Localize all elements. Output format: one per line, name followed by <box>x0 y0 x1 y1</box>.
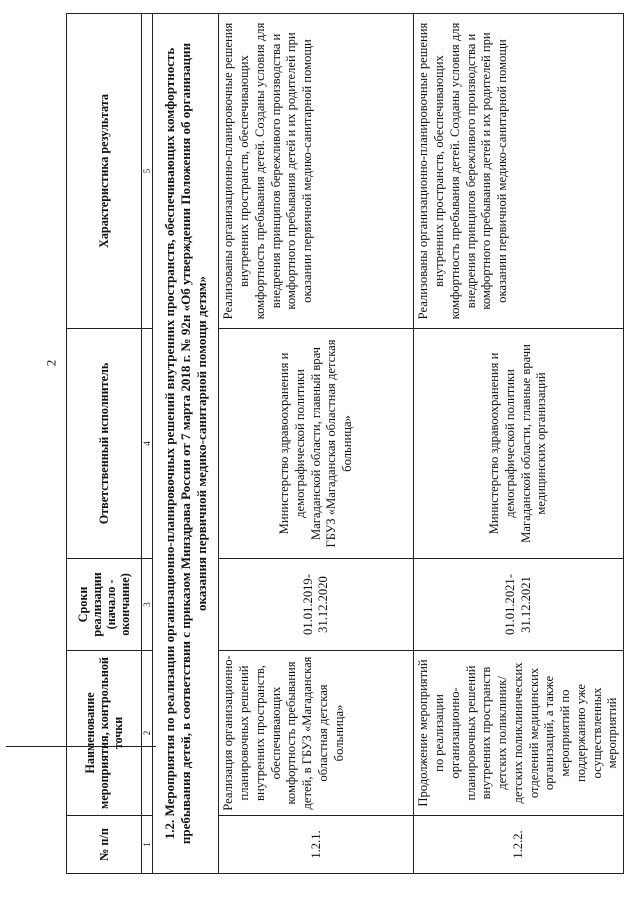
colnum-5: 5 <box>142 14 153 329</box>
section-row <box>153 14 219 874</box>
column-number-row <box>142 14 153 874</box>
row-result: Реализованы организационно-планировочные решения внутренних пространств, обеспечивающих комфортность пребывания детей. Созданы условия для внедрения принципов бережливого производства и комфортного пребывания детей и их родителей при оказании первичной медико-санитарной помощи <box>219 14 414 329</box>
header-row <box>67 14 142 874</box>
colnum-2: 2 <box>142 651 153 816</box>
row-dates: 01.01.2019-31.12.2020 <box>219 559 414 651</box>
activities-table <box>66 13 624 874</box>
row-executor: Министерство здравоохранения и демографической политики Магаданской области, главные врачи медицинских организаций <box>414 329 624 559</box>
header-executor: Ответственный исполнитель <box>67 329 142 559</box>
row-executor: Министерство здравоохранения и демографической политики Магаданской области, главный врач ГБУЗ «Магаданская областная детская больница» <box>219 329 414 559</box>
row-result: Реализованы организационно-планировочные решения внутренних пространств, обеспечивающих комфортность пребывания детей. Созданы условия для внедрения принципов бережливого производства и комфортного пребывания детей и их родителей при оказании первичной медико-санитарной помощи <box>414 14 624 329</box>
section-title: 1.2. Мероприятия по реализации организационно-планировочных решений внутренних пространств, обеспечивающих комфортность пребывания детей, в соответствии с приказом Минздрава России от 7 марта 2018 г. № 92н «Об утверждении Положения об организации оказания первичной медико-санитарной помощи детям» <box>153 14 219 874</box>
page-number: 2 <box>43 359 59 367</box>
header-name: Наименование мероприятия, контрольной точки <box>67 651 142 816</box>
colnum-4: 4 <box>142 329 153 559</box>
row-dates: 01.01.2021-31.12.2021 <box>414 559 624 651</box>
table-row <box>414 14 624 874</box>
row-num: 1.2.2. <box>414 816 624 874</box>
rotated-table-container <box>66 14 624 874</box>
colnum-1: 1 <box>142 816 153 874</box>
header-dates: Сроки реализации (начало - окончание) <box>67 559 142 651</box>
table-row <box>219 14 414 874</box>
row-num: 1.2.1. <box>219 816 414 874</box>
header-result: Характеристика результата <box>67 14 142 329</box>
header-num: № п/п <box>67 816 142 874</box>
colnum-3: 3 <box>142 559 153 651</box>
row-name: Продолжение мероприятий по реализации организационно-планировочных решений внутренних пространств детских поликлиник/детских поликлинических отделений медицинских организаций, а также мероприятий по поддержанию уже осуществленных мероприятий <box>414 651 624 816</box>
row-name: Реализация организационно-планировочных решений внутренних пространств, обеспечивающих комфортность пребывания детей, в ГБУЗ «Магаданская областная детская больница» <box>219 651 414 816</box>
